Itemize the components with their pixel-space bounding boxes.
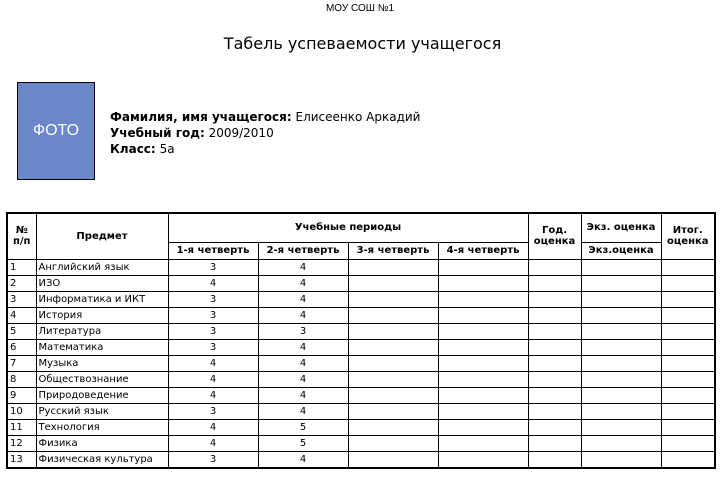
grade-q2: 4 [258,451,348,468]
student-name-label: Фамилия, имя учащегося: [110,110,292,124]
header-exam-sub: Экз.оценка [581,242,661,259]
grade-q3 [348,275,438,291]
grade-exam [581,323,661,339]
grade-q2: 4 [258,339,348,355]
grade-exam [581,403,661,419]
class-line [110,141,420,157]
student-name: Елисеенко Аркадий [295,110,421,124]
school-name: МОУ СОШ №1 [325,3,395,14]
grade-q4 [438,419,528,435]
grade-final [661,451,715,468]
table-row [7,259,715,275]
grade-q4 [438,435,528,451]
grade-exam [581,291,661,307]
row-subject: Обществознание [36,371,168,387]
row-number: 2 [7,275,36,291]
school-year-line [110,125,420,141]
grade-q3 [348,403,438,419]
grade-q3 [348,451,438,468]
row-number: 7 [7,355,36,371]
grade-q3 [348,339,438,355]
table-row [7,419,715,435]
grade-q1: 3 [168,339,258,355]
row-number: 13 [7,451,36,468]
grade-q4 [438,291,528,307]
grade-q4 [438,307,528,323]
grade-annual [528,451,581,468]
grade-q2: 4 [258,355,348,371]
grade-q3 [348,307,438,323]
grade-q4 [438,387,528,403]
grade-final [661,419,715,435]
grade-q3 [348,291,438,307]
grade-annual [528,403,581,419]
table-row [7,339,715,355]
grade-q2: 4 [258,275,348,291]
grade-exam [581,275,661,291]
grade-q1: 4 [168,435,258,451]
grade-q3 [348,259,438,275]
grade-annual [528,323,581,339]
row-subject: Русский язык [36,403,168,419]
header-q2: 2-я четверть [258,242,348,259]
row-subject: Математика [36,339,168,355]
grade-q2: 5 [258,435,348,451]
row-subject: История [36,307,168,323]
student-info [110,109,420,157]
grade-annual [528,275,581,291]
grade-exam [581,451,661,468]
row-subject: Технология [36,419,168,435]
row-number: 9 [7,387,36,403]
table-row [7,323,715,339]
grade-q4 [438,339,528,355]
grade-q4 [438,323,528,339]
grade-q4 [438,355,528,371]
header-subject: Предмет [36,213,168,259]
header-q1: 1-я четверть [168,242,258,259]
header-annual: Год. оценка [528,213,581,259]
grade-exam [581,339,661,355]
row-subject: Природоведение [36,387,168,403]
row-number: 12 [7,435,36,451]
header-num: № п/п [7,213,36,259]
grade-final [661,403,715,419]
school-year: 2009/2010 [208,126,274,140]
grade-exam [581,419,661,435]
grade-final [661,275,715,291]
table-row [7,387,715,403]
grade-final [661,259,715,275]
student-name-line [110,109,420,125]
table-row [7,355,715,371]
class-label: Класс: [110,142,156,156]
grade-final [661,355,715,371]
row-subject: Английский язык [36,259,168,275]
grade-q3 [348,435,438,451]
table-row [7,451,715,468]
row-subject: Физика [36,435,168,451]
table-row [7,307,715,323]
grade-q1: 4 [168,371,258,387]
grade-q1: 4 [168,419,258,435]
grade-q3 [348,323,438,339]
grade-q3 [348,371,438,387]
photo-label: ФОТО [32,122,80,139]
grade-q2: 4 [258,291,348,307]
header-q3: 3-я четверть [348,242,438,259]
table-row [7,291,715,307]
grade-exam [581,307,661,323]
grade-q1: 3 [168,323,258,339]
grade-q1: 4 [168,275,258,291]
grade-final [661,323,715,339]
grade-final [661,435,715,451]
grade-exam [581,387,661,403]
grade-exam [581,435,661,451]
grade-q2: 4 [258,259,348,275]
grade-final [661,371,715,387]
grade-exam [581,355,661,371]
header-q4: 4-я четверть [438,242,528,259]
grade-annual [528,419,581,435]
grade-q1: 4 [168,355,258,371]
header-periods: Учебные периоды [168,213,528,242]
grade-annual [528,339,581,355]
school-year-label: Учебный год: [110,126,205,140]
grade-q3 [348,419,438,435]
grade-q3 [348,355,438,371]
table-row [7,275,715,291]
grade-exam [581,259,661,275]
grade-q4 [438,275,528,291]
grades-table [6,212,716,469]
grade-exam [581,371,661,387]
grade-q2: 4 [258,403,348,419]
grade-final [661,387,715,403]
grade-annual [528,355,581,371]
table-row [7,403,715,419]
grade-q2: 4 [258,371,348,387]
grade-q4 [438,371,528,387]
row-number: 10 [7,403,36,419]
class-value: 5а [159,142,175,156]
grade-q4 [438,259,528,275]
row-subject: ИЗО [36,275,168,291]
grade-q1: 3 [168,403,258,419]
grade-annual [528,259,581,275]
grade-final [661,339,715,355]
grade-q2: 4 [258,307,348,323]
row-number: 1 [7,259,36,275]
table-row [7,371,715,387]
row-number: 3 [7,291,36,307]
grade-q2: 4 [258,387,348,403]
header-final: Итог. оценка [661,213,715,259]
grade-annual [528,387,581,403]
page-title: Табель успеваемости учащегося [223,34,502,53]
grade-q2: 3 [258,323,348,339]
header-exam: Экз. оценка [581,213,661,242]
row-subject: Литература [36,323,168,339]
grade-q1: 3 [168,451,258,468]
row-number: 5 [7,323,36,339]
row-number: 4 [7,307,36,323]
row-number: 8 [7,371,36,387]
grade-q2: 5 [258,419,348,435]
grade-q1: 3 [168,291,258,307]
grade-q4 [438,451,528,468]
grade-q1: 3 [168,307,258,323]
grade-annual [528,291,581,307]
grade-final [661,307,715,323]
grade-annual [528,435,581,451]
grade-q3 [348,387,438,403]
row-subject: Физическая культура [36,451,168,468]
photo-placeholder [17,82,95,180]
row-subject: Музыка [36,355,168,371]
row-number: 6 [7,339,36,355]
grade-annual [528,307,581,323]
row-number: 11 [7,419,36,435]
grade-q4 [438,403,528,419]
table-row [7,435,715,451]
grade-annual [528,371,581,387]
row-subject: Информатика и ИКТ [36,291,168,307]
grade-q1: 3 [168,259,258,275]
grade-final [661,291,715,307]
grade-q1: 4 [168,387,258,403]
